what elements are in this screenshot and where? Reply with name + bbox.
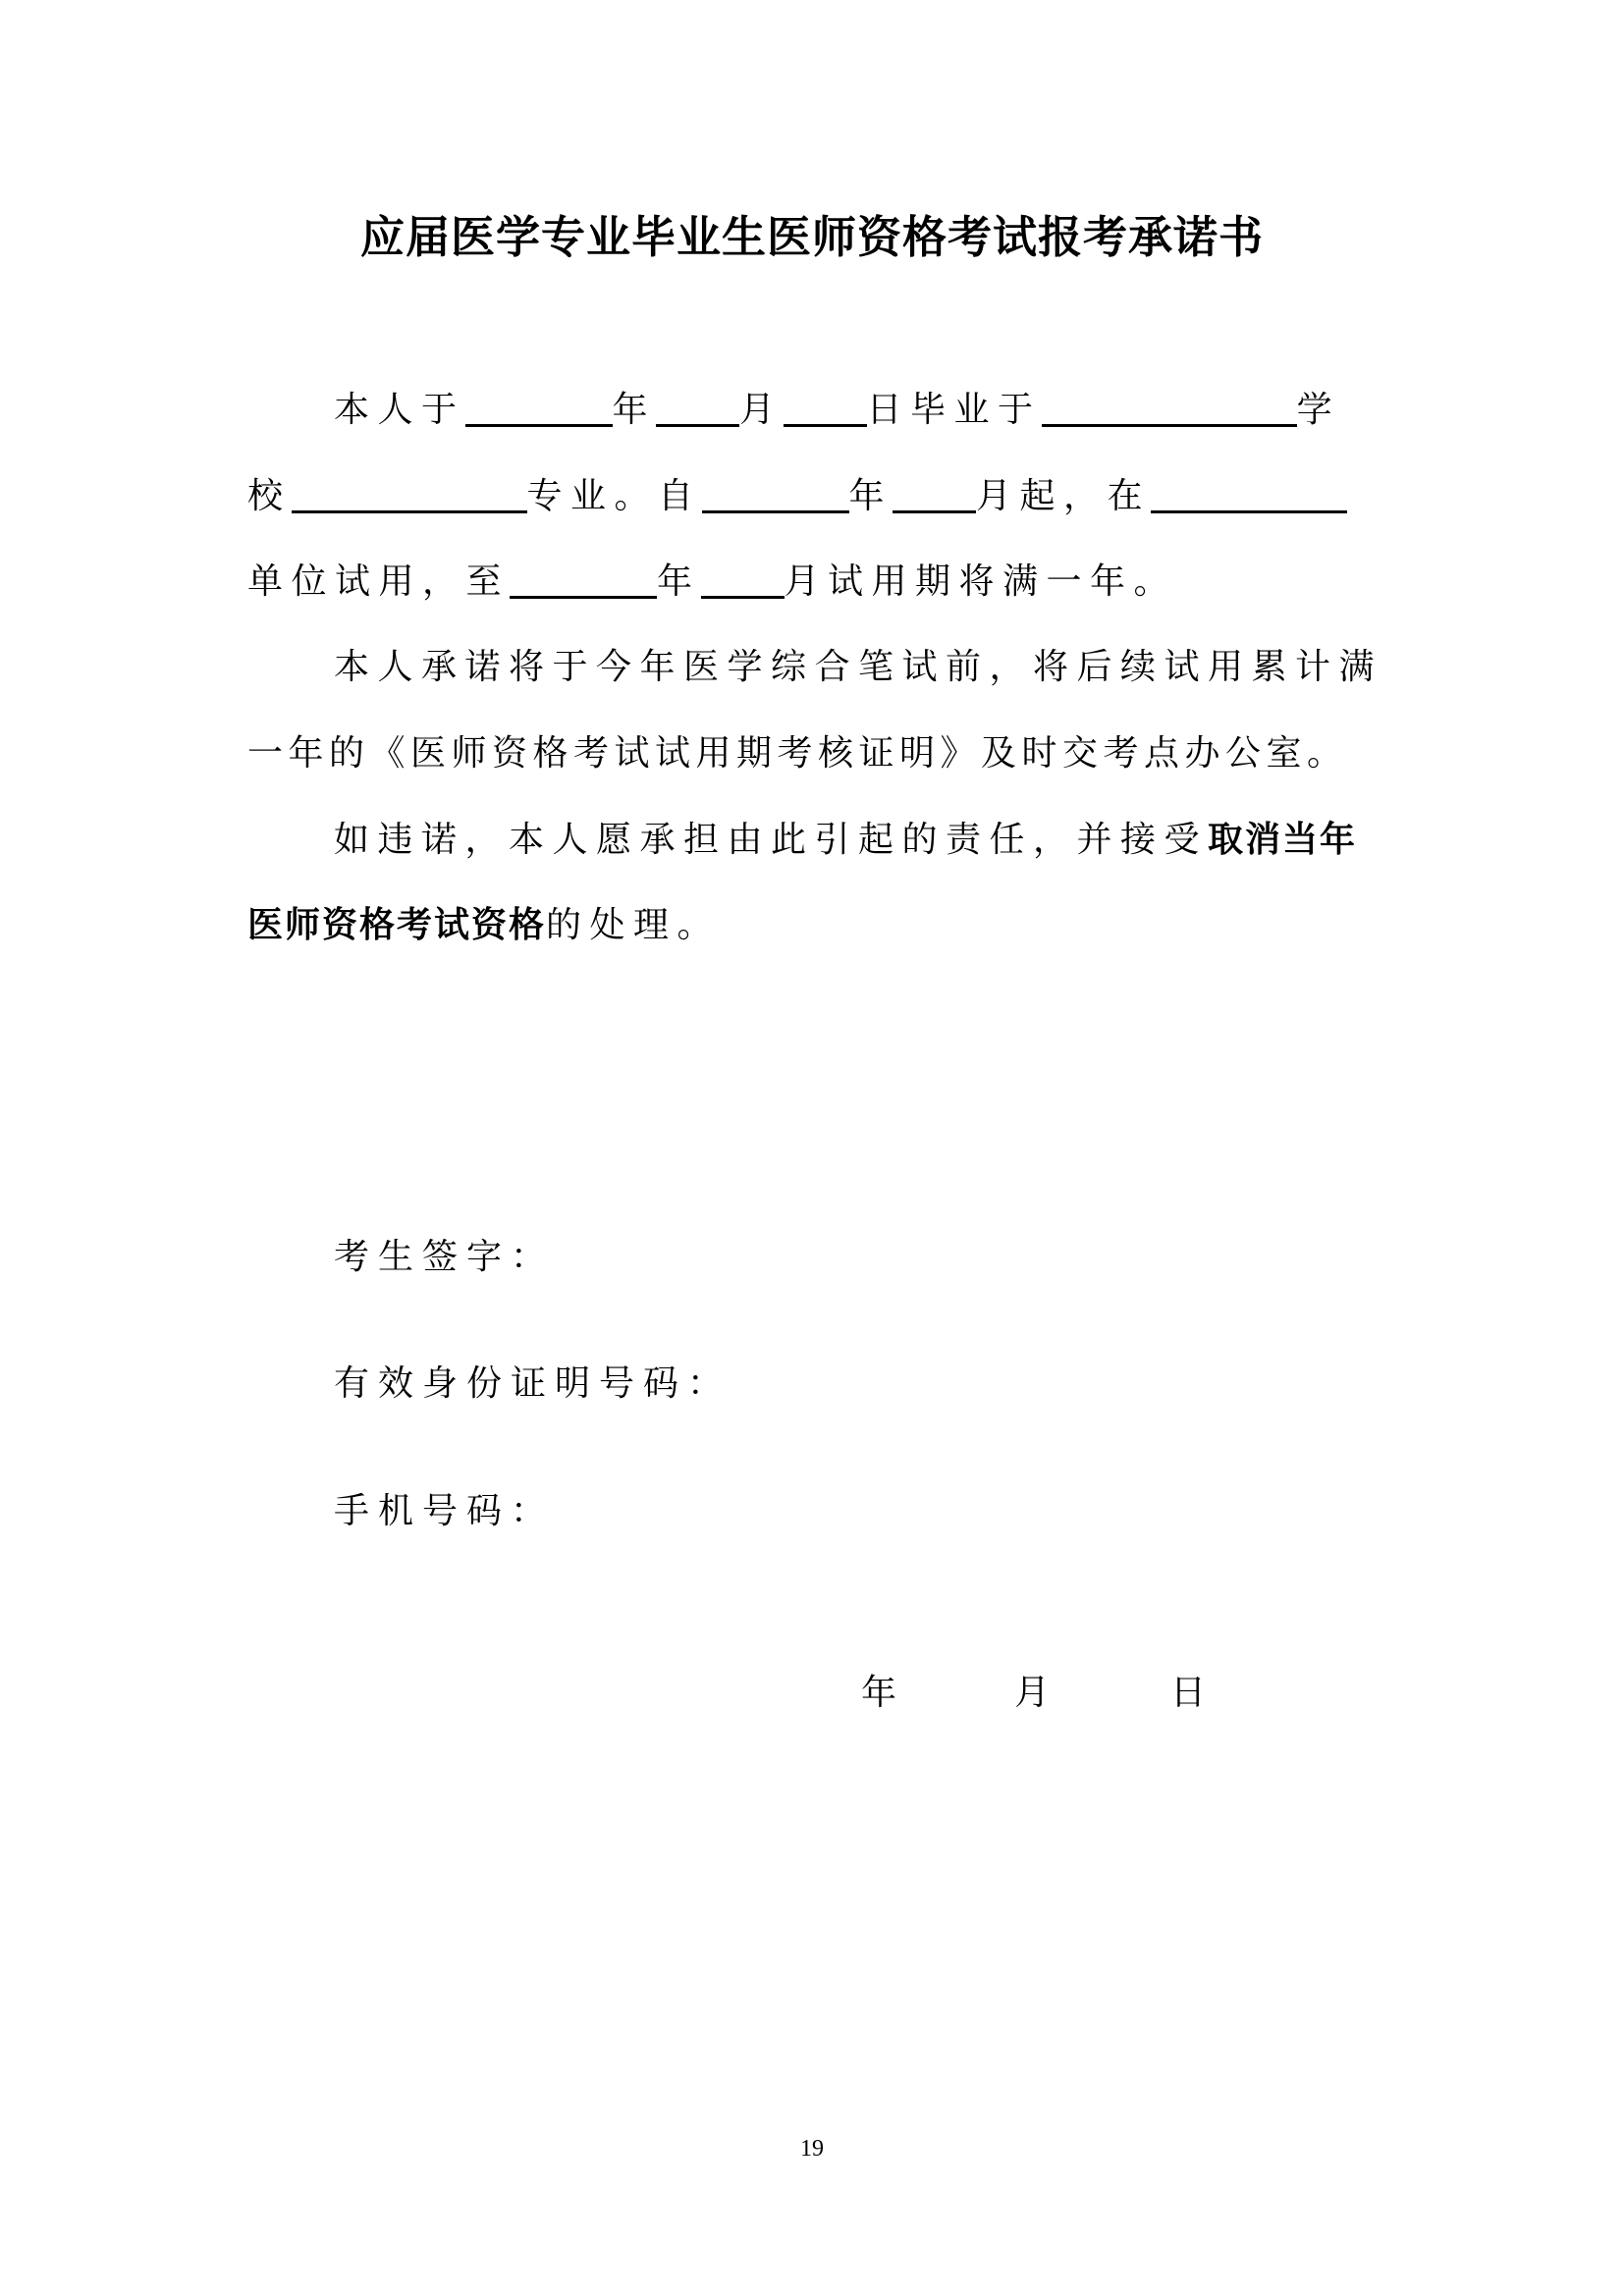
text-segment: 月 (739, 390, 784, 430)
text-segment: 年 (612, 390, 657, 430)
id-number-field[interactable] (334, 1360, 731, 1409)
paragraph-3-line-1 (334, 816, 1357, 865)
text-segment: 的处理。 (546, 905, 722, 945)
text-segment: 本人于 (334, 390, 465, 430)
document-title: 应届医学专业毕业生医师资格考试报考承诺书 (359, 211, 1264, 263)
trial-unit-blank[interactable] (1151, 473, 1347, 513)
trial-end-year-blank[interactable] (510, 559, 657, 599)
paragraph-1-line-1 (334, 386, 1340, 435)
text-segment: 学 (1296, 390, 1341, 430)
text-segment: 如违诺，本人愿承担由此引起的责任，并接受 (334, 820, 1209, 860)
candidate-signature-label: 考生签字： (334, 1237, 556, 1277)
text-segment: 月起，在 (976, 476, 1152, 516)
phone-number-field[interactable] (334, 1487, 555, 1536)
paragraph-1-line-3 (247, 558, 1177, 607)
text-segment: 年 (848, 476, 893, 516)
text-segment: 专业。自 (526, 476, 702, 516)
phone-number-label: 手机号码： (334, 1491, 556, 1531)
paragraph-2-line-2: 一年的《医师资格考试试用期考核证明》及时交考点办公室。 (247, 733, 1348, 774)
date-day-label: 日 (1170, 1673, 1207, 1713)
emphasized-text: 医师资格考试资格 (247, 905, 547, 945)
trial-start-year-blank[interactable] (702, 473, 849, 513)
graduation-month-blank[interactable] (656, 387, 739, 427)
emphasized-text: 取消当年 (1208, 820, 1358, 860)
text-segment: 校 (247, 476, 292, 516)
page-number: 19 (800, 2136, 824, 2162)
paragraph-3-line-2 (247, 901, 721, 950)
graduation-year-blank[interactable] (465, 387, 613, 427)
trial-end-month-blank[interactable] (701, 559, 785, 599)
date-year-label: 年 (861, 1673, 897, 1713)
candidate-signature-field[interactable] (334, 1233, 555, 1282)
paragraph-2-line-1: 本人承诺将于今年医学综合笔试前，将后续试用累计满 (334, 647, 1383, 687)
paragraph-1-line-2 (247, 472, 1347, 521)
id-number-label: 有效身份证明号码： (334, 1363, 732, 1404)
trial-start-month-blank[interactable] (893, 473, 976, 513)
text-segment: 年 (657, 561, 701, 602)
text-segment: 月试用期将满一年。 (784, 561, 1178, 602)
school-name-blank[interactable] (1042, 387, 1297, 427)
text-segment: 日毕业于 (866, 390, 1042, 430)
date-month-label: 月 (1014, 1673, 1051, 1713)
graduation-day-blank[interactable] (784, 387, 867, 427)
major-blank[interactable] (292, 473, 527, 513)
text-segment: 单位试用，至 (247, 561, 511, 602)
